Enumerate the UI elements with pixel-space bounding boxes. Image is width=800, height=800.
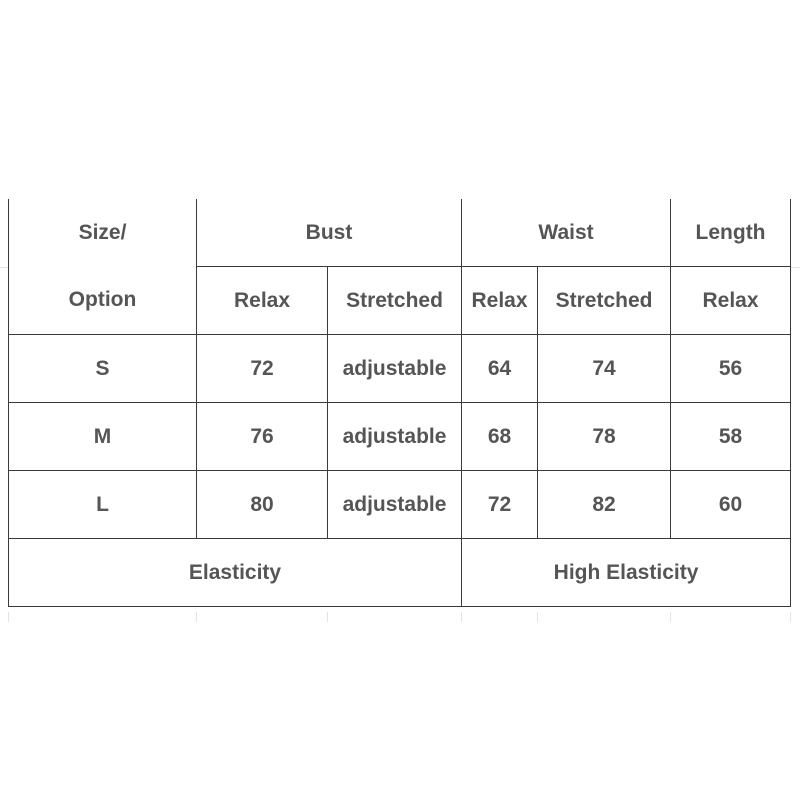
table-row <box>9 471 791 539</box>
header-row-1 <box>9 199 791 267</box>
waist-label: Waist <box>538 220 594 244</box>
size-cell: S <box>9 335 197 403</box>
bust-relax-cell: 80 <box>197 471 328 539</box>
elasticity-value-cell: High Elasticity <box>462 539 791 607</box>
gridline <box>790 612 791 622</box>
waist-relax-cell: 64 <box>462 335 538 403</box>
size-header-cell <box>9 199 197 267</box>
waist-stretched-cell: 78 <box>538 403 671 471</box>
bust-stretched-cell: adjustable <box>328 335 462 403</box>
length-header-cell <box>671 199 791 267</box>
length-relax-cell: 60 <box>671 471 791 539</box>
table-row <box>9 403 791 471</box>
elasticity-label-cell: Elasticity <box>9 539 462 607</box>
size-label: Size/ <box>78 220 127 244</box>
waist-header-cell <box>462 199 671 267</box>
gridline <box>461 612 462 622</box>
bust-header-cell <box>197 199 462 267</box>
length-label: Length <box>695 220 766 244</box>
option-header-cell <box>9 267 197 335</box>
bust-stretched-cell: adjustable <box>328 403 462 471</box>
waist-relax-cell: 68 <box>462 403 538 471</box>
size-chart-table <box>8 199 791 607</box>
option-label: Option <box>68 288 137 312</box>
gridline <box>327 612 328 622</box>
waist-relax-header <box>462 267 538 335</box>
stretched-label: Stretched <box>346 288 443 312</box>
table-row <box>9 335 791 403</box>
gridline <box>790 267 800 268</box>
bust-relax-cell: 76 <box>197 403 328 471</box>
gridline <box>670 612 671 622</box>
gridline <box>196 612 197 622</box>
bust-stretched-header <box>328 267 462 335</box>
relax-label: Relax <box>471 288 528 312</box>
stretched-label: Stretched <box>555 288 653 312</box>
bust-stretched-cell: adjustable <box>328 471 462 539</box>
bust-relax-header <box>197 267 328 335</box>
waist-stretched-cell: 82 <box>538 471 671 539</box>
relax-label: Relax <box>233 288 291 312</box>
bust-relax-cell: 72 <box>197 335 328 403</box>
gridline <box>0 267 8 268</box>
waist-stretched-header <box>538 267 671 335</box>
length-relax-cell: 58 <box>671 403 791 471</box>
size-cell: M <box>9 403 197 471</box>
elasticity-row <box>9 539 791 607</box>
relax-label: Relax <box>702 288 759 312</box>
waist-stretched-cell: 74 <box>538 335 671 403</box>
bust-label: Bust <box>305 220 353 244</box>
length-relax-header <box>671 267 791 335</box>
header-row-2 <box>9 267 791 335</box>
length-relax-cell: 56 <box>671 335 791 403</box>
gridline <box>8 612 9 622</box>
size-cell: L <box>9 471 197 539</box>
gridline <box>537 612 538 622</box>
waist-relax-cell: 72 <box>462 471 538 539</box>
